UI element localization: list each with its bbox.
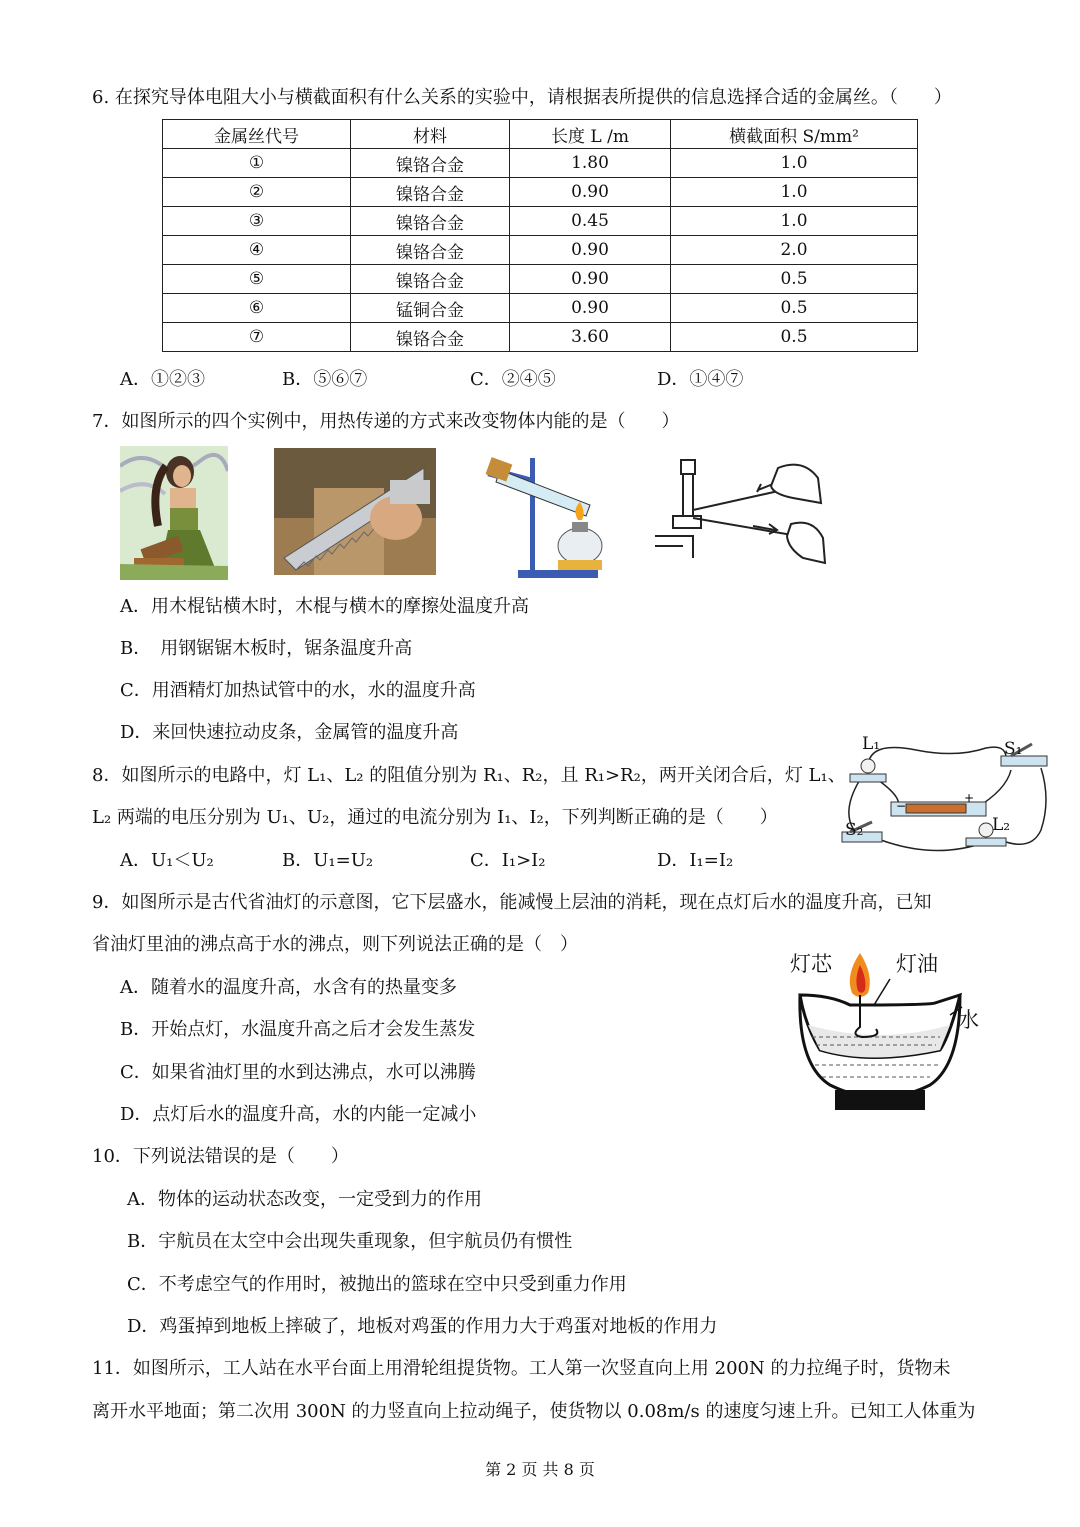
q8-option-b[interactable]: B．U₁=U₂: [282, 850, 374, 871]
label-s2: S₂: [845, 820, 864, 840]
q7-option-d[interactable]: D．来回快速拉动皮条，金属管的温度升高: [120, 722, 459, 743]
cell: 0.90: [510, 236, 671, 265]
table-header-row: [163, 120, 918, 149]
q6-option-b[interactable]: B．⑤⑥⑦: [282, 369, 368, 390]
cell: 0.90: [510, 265, 671, 294]
table-row: [163, 149, 918, 178]
metal-tube-strap-figure: [653, 458, 828, 570]
page-footer: 第 2 页 共 8 页: [485, 1460, 595, 1479]
cell: 0.45: [510, 207, 671, 236]
cell: 镍铬合金: [351, 207, 510, 236]
table-row: [163, 236, 918, 265]
q10-option-b[interactable]: B．宇航员在太空中会出现失重现象，但宇航员仍有惯性: [127, 1231, 573, 1252]
table-row: [163, 178, 918, 207]
cell: 1.0: [671, 207, 918, 236]
label-s1: S₁: [1004, 739, 1023, 759]
q9-option-d[interactable]: D．点灯后水的温度升高，水的内能一定减小: [120, 1104, 477, 1125]
q9-line-2: 省油灯里油的沸点高于水的沸点，则下列说法正确的是（ ）: [92, 934, 578, 955]
cell: 0.5: [671, 294, 918, 323]
q11-line-1: 11．如图所示，工人站在水平台面上用滑轮组提货物。工人第一次竖直向上用 200N 的力拉绳子时，货物未: [92, 1358, 951, 1379]
q6-option-d[interactable]: D．①④⑦: [657, 369, 744, 390]
q10-option-c[interactable]: C．不考虑空气的作用时，被抛出的篮球在空中只受到重力作用: [127, 1274, 627, 1295]
cell: 1.0: [671, 149, 918, 178]
header-length: 长度 L /m: [510, 120, 671, 149]
header-area: 横截面积 S/mm²: [671, 120, 918, 149]
cell: 3.60: [510, 323, 671, 352]
cell: 锰铜合金: [351, 294, 510, 323]
q7-option-c[interactable]: C．用酒精灯加热试管中的水，水的温度升高: [120, 680, 476, 701]
header-material: 材料: [351, 120, 510, 149]
q7-stem: 7．如图所示的四个实例中，用热传递的方式来改变物体内能的是（ ）: [92, 411, 680, 432]
cell: 0.5: [671, 323, 918, 352]
q10-option-d[interactable]: D．鸡蛋掉到地板上摔破了，地板对鸡蛋的作用力大于鸡蛋对地板的作用力: [127, 1316, 718, 1337]
q11-line-2: 离开水平地面；第二次用 300N 的力竖直向上拉动绳子，使货物以 0.08m/s 的速度匀速上升。已知工人体重为: [92, 1401, 976, 1422]
cell: 0.90: [510, 178, 671, 207]
q10-option-a[interactable]: A．物体的运动状态改变，一定受到力的作用: [127, 1189, 482, 1210]
cell: 镍铬合金: [351, 149, 510, 178]
q7-option-b[interactable]: B． 用钢锯锯木板时，锯条温度升高: [120, 638, 413, 659]
cell: ⑦: [163, 323, 351, 352]
q8-option-c[interactable]: C．I₁>I₂: [470, 850, 546, 871]
q6-option-c[interactable]: C．②④⑤: [470, 369, 556, 390]
q9-line-1: 9．如图所示是古代省油灯的示意图，它下层盛水，能减慢上层油的消耗，现在点灯后水的温度升高，已知: [92, 892, 932, 913]
cell: ⑤: [163, 265, 351, 294]
cell: 1.0: [671, 178, 918, 207]
drill-wood-illustration: [120, 446, 228, 580]
alcohol-lamp-test-tube-figure: [480, 450, 615, 580]
cell: 镍铬合金: [351, 236, 510, 265]
label-oil: 灯油: [896, 952, 938, 976]
cell: 2.0: [671, 236, 918, 265]
cell: 镍铬合金: [351, 265, 510, 294]
label-wick: 灯芯: [790, 952, 832, 976]
svg-text:+: +: [964, 791, 975, 805]
table-row: [163, 294, 918, 323]
cell: ④: [163, 236, 351, 265]
q9-option-b[interactable]: B．开始点灯，水温度升高之后才会发生蒸发: [120, 1019, 476, 1040]
label-l1: L₁: [862, 734, 881, 754]
q6-stem: 6. 在探究导体电阻大小与横截面积有什么关系的实验中，请根据表所提供的信息选择合适的金属丝。（ ）: [92, 87, 952, 108]
cell: 0.90: [510, 294, 671, 323]
header-code: 金属丝代号: [163, 120, 351, 149]
cell: ⑥: [163, 294, 351, 323]
table-row: [163, 207, 918, 236]
q8-option-a[interactable]: A．U₁＜U₂: [120, 850, 214, 871]
cell: 1.80: [510, 149, 671, 178]
saw-wood-photo: [274, 448, 436, 575]
cell: ③: [163, 207, 351, 236]
label-water: 水: [958, 1008, 979, 1032]
q6-option-a[interactable]: A．①②③: [120, 369, 205, 390]
cell: 镍铬合金: [351, 323, 510, 352]
label-l2: L₂: [992, 815, 1011, 835]
q8-line-2: L₂ 两端的电压分别为 U₁、U₂，通过的电流分别为 I₁、I₂，下列判断正确的是（ ）: [92, 807, 778, 828]
cell: ①: [163, 149, 351, 178]
q9-option-c[interactable]: C．如果省油灯里的水到达沸点，水可以沸腾: [120, 1062, 476, 1083]
q10-stem: 10．下列说法错误的是（ ）: [92, 1146, 349, 1167]
q9-option-a[interactable]: A．随着水的温度升高，水含有的热量变多: [120, 977, 457, 998]
table-row: [163, 323, 918, 352]
table-row: [163, 265, 918, 294]
cell: 镍铬合金: [351, 178, 510, 207]
q8-option-d[interactable]: D．I₁=I₂: [657, 850, 734, 871]
q7-option-a[interactable]: A．用木棍钻横木时，木棍与横木的摩擦处温度升高: [120, 596, 529, 617]
cell: 0.5: [671, 265, 918, 294]
cell: ②: [163, 178, 351, 207]
wire-table: [162, 119, 918, 352]
q8-line-1: 8．如图所示的电路中，灯 L₁、L₂ 的阻值分别为 R₁、R₂，且 R₁>R₂，两开关闭合后，灯 L₁、: [92, 765, 846, 786]
svg-text:−: −: [896, 799, 907, 813]
